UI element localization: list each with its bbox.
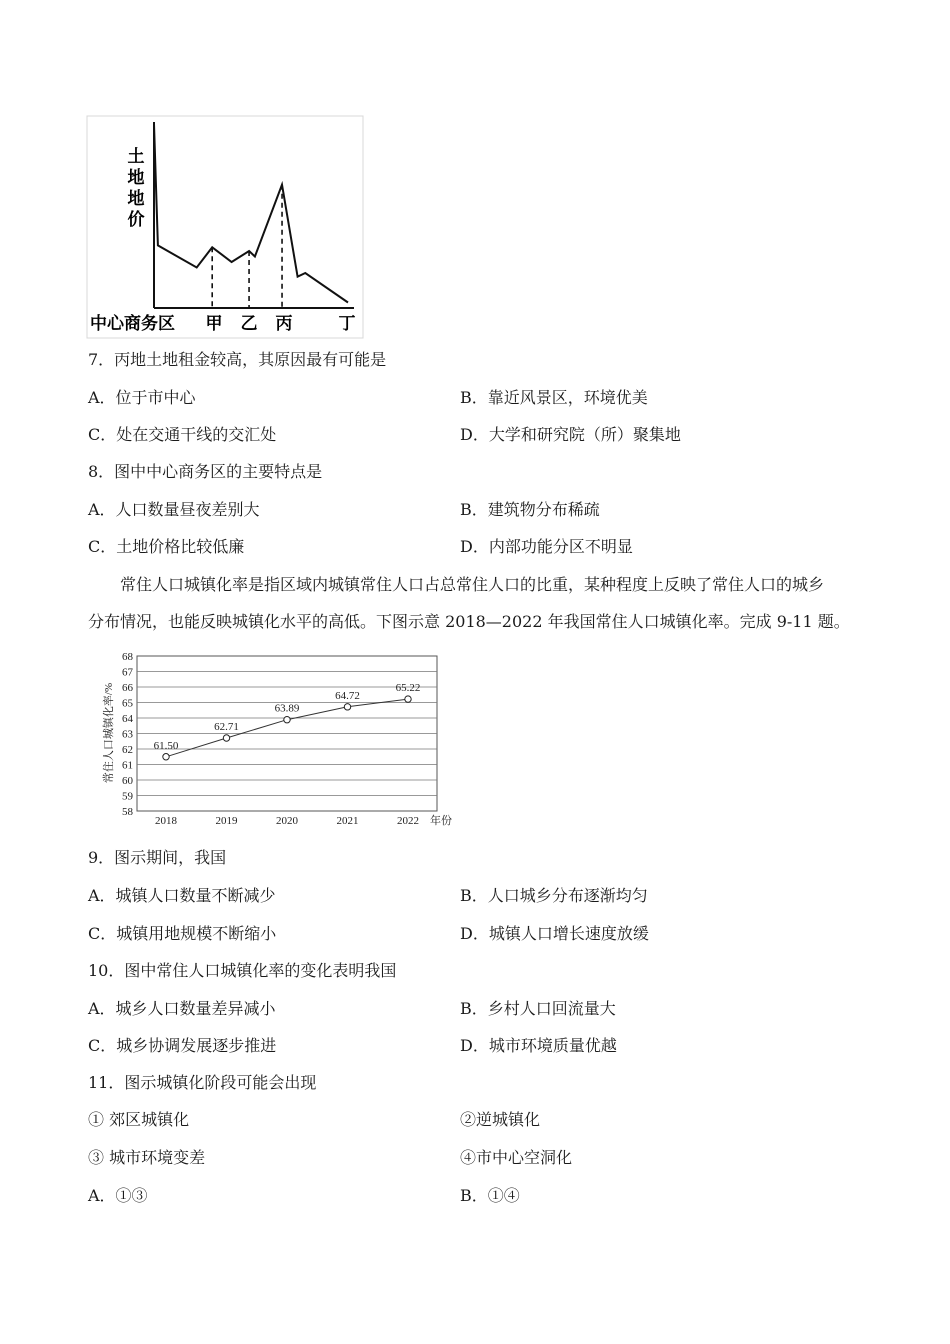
q11-statement-4: ④市中心空洞化 [460,1148,573,1167]
q10-option-b: B．乡村人口回流量大 [460,999,616,1018]
q7-option-c: C．处在交通干线的交汇处 [88,425,277,444]
intro-paragraph-line-2: 分布情况，也能反映城镇化水平的高低。下图示意 2018—2022 年我国常住人口城镇化率。完成 9-11 题。 [88,612,850,631]
x-tick-label: 2021 [336,815,359,827]
y-tick-label: 63 [122,728,133,741]
q10-stem: 10．图中常住人口城镇化率的变化表明我国 [88,961,397,980]
data-point [405,696,411,702]
y-tick-label: 65 [122,697,133,710]
y-tick-label: 64 [122,713,133,725]
x-tick-label: 2019 [215,815,238,827]
ylabel-char-1: 土 [127,147,145,166]
q8-option-b: B．建筑物分布稀疏 [460,500,600,519]
q8-option-c: C．土地价格比较低廉 [88,537,245,556]
q11-option-b: B．①④ [460,1186,520,1205]
urbanization-line-chart [100,648,472,830]
q9-option-c: C．城镇用地规模不断缩小 [88,924,277,943]
q7-stem: 7．丙地土地租金较高，其原因最有可能是 [88,350,387,369]
q10-option-d: D．城市环境质量优越 [460,1036,617,1055]
q9-option-d: D．城镇人口增长速度放缓 [460,924,649,943]
q11-statement-2: ②逆城镇化 [460,1110,541,1129]
q10-option-a: A．城乡人口数量差异减小 [88,999,276,1018]
land-price-chart [86,112,386,340]
q7-option-a: A．位于市中心 [88,388,196,407]
data-label: 64.72 [335,689,360,702]
q7-option-d: D．大学和研究院（所）聚集地 [460,425,681,444]
q8-option-a: A．人口数量昼夜差别大 [88,500,260,519]
q9-option-a: A．城镇人口数量不断减少 [88,886,276,905]
y-tick-label: 67 [122,666,133,679]
urbanization-chart-figure [100,648,472,830]
data-point [284,717,290,723]
x-axis-label: 年份 [430,815,452,827]
data-point [163,754,169,760]
data-point [344,704,350,710]
y-tick-label: 59 [122,790,133,803]
x-tick-label: 2018 [155,815,177,827]
intro-paragraph-line-1: 常住人口城镇化率是指区域内城镇常住人口占总常住人口的比重，某种程度上反映了常住人口的城乡 [120,575,825,594]
data-label: 62.71 [214,720,239,733]
q9-option-b: B．人口城乡分布逐渐均匀 [460,886,648,905]
ylabel-char-3: 地 [127,189,145,208]
land-price-figure [86,112,386,340]
data-label: 65.22 [395,682,421,695]
q11-stem: 11．图示城镇化阶段可能会出现 [88,1073,317,1092]
y-tick-label: 60 [122,775,133,787]
y-tick-label: 61 [122,759,133,772]
ylabel-char-4: 价 [127,210,145,229]
point-label-yi: 乙 [240,314,258,333]
q7-option-b: B．靠近风景区，环境优美 [460,388,648,407]
q11-statement-1: ① 郊区城镇化 [88,1110,190,1129]
y-tick-label: 66 [122,682,133,694]
q10-option-c: C．城乡协调发展逐步推进 [88,1036,277,1055]
cbd-label: 中心商务区 [90,314,175,333]
data-label: 61.50 [153,739,179,752]
q11-statement-3: ③ 城市环境变差 [88,1148,206,1167]
q9-stem: 9．图示期间，我国 [88,848,227,867]
data-point [223,735,229,741]
point-label-ding: 丁 [338,314,356,333]
data-label: 63.89 [274,702,300,715]
y-tick-label: 68 [122,651,133,663]
y-axis-label: 常住人口城镇化率/% [103,682,115,784]
ylabel-char-2: 地 [127,168,145,187]
y-tick-label: 58 [122,806,133,818]
q8-stem: 8．图中中心商务区的主要特点是 [88,462,323,481]
x-tick-label: 2020 [276,815,298,827]
land-price-curve [154,124,348,303]
point-label-jia: 甲 [205,314,223,333]
x-tick-label: 2022 [397,815,419,827]
point-label-bing: 丙 [275,314,293,333]
y-tick-label: 62 [122,744,133,756]
q11-option-a: A．①③ [88,1186,148,1205]
q8-option-d: D．内部功能分区不明显 [460,537,633,556]
